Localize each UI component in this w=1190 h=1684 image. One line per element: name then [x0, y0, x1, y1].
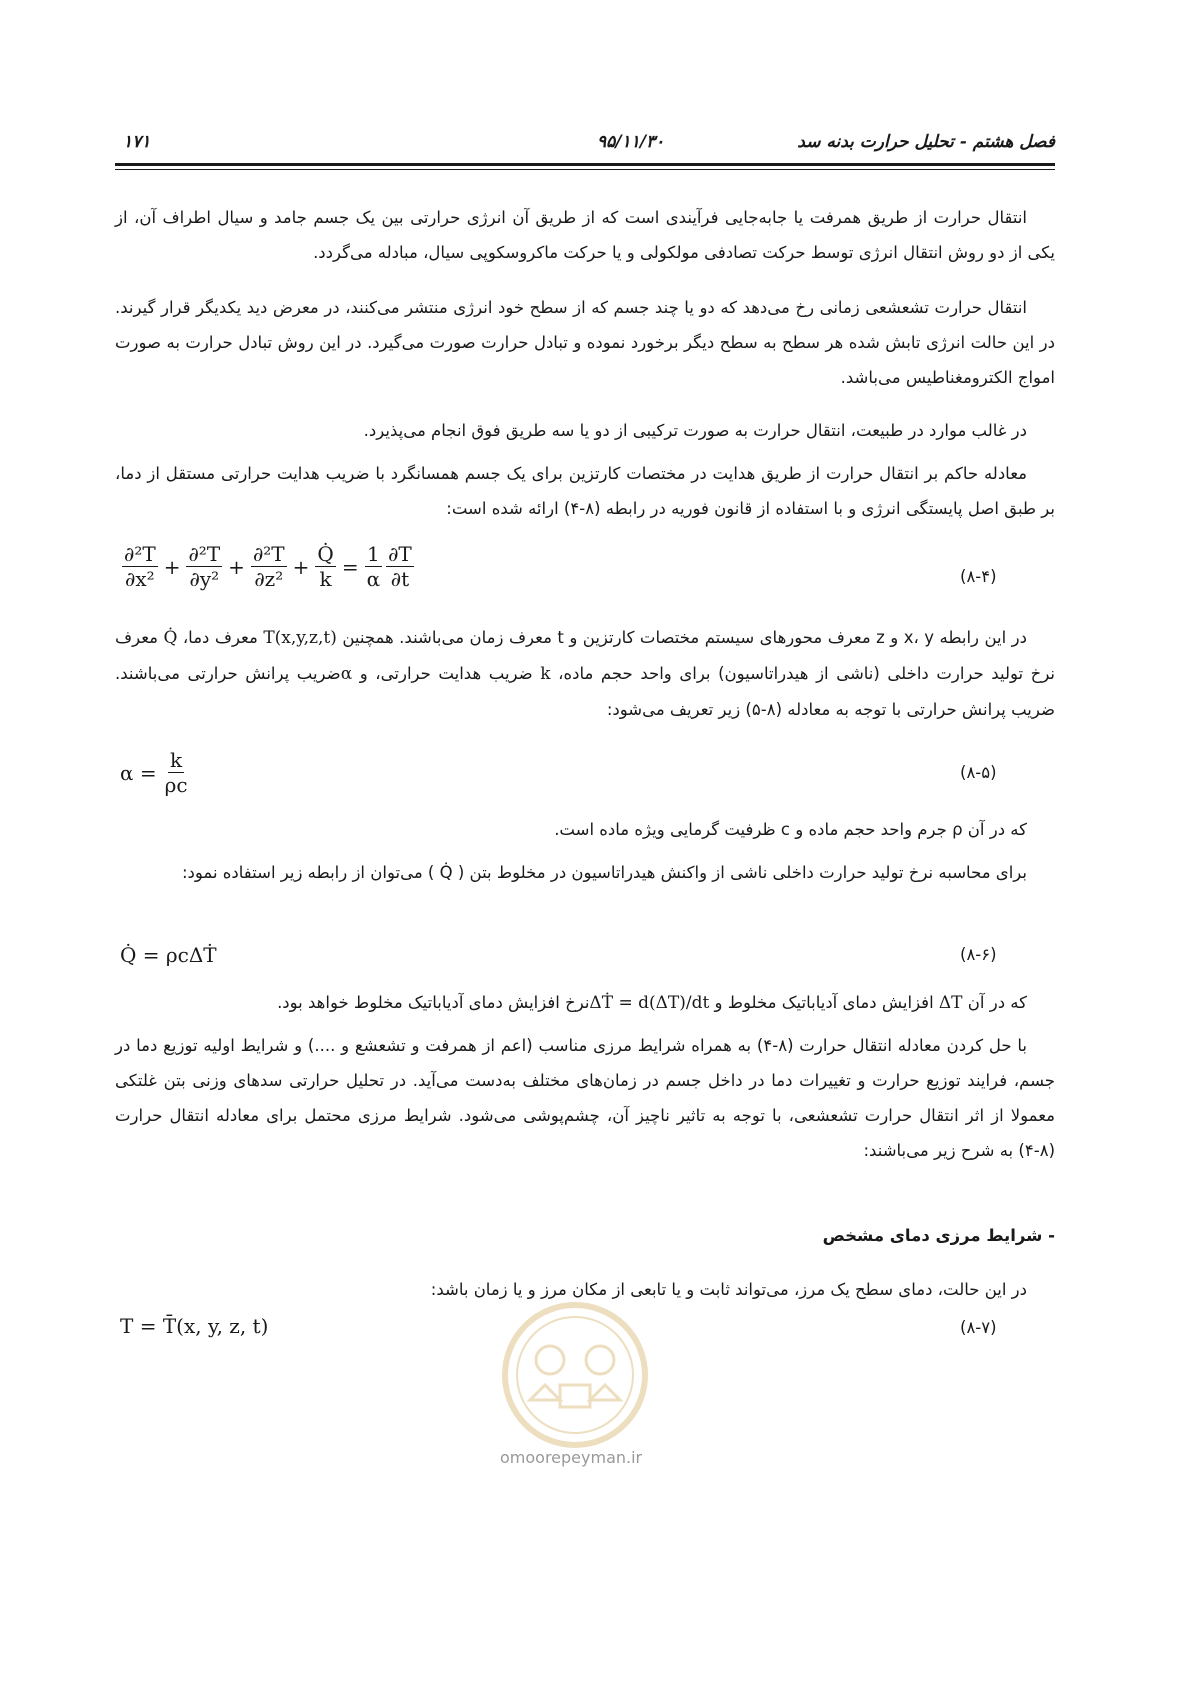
- equation-boundary-temperature: T = T̄(x, y, z, t): [120, 1314, 269, 1338]
- watermark-seal-logo: [470, 1290, 680, 1460]
- paragraph-combined: در غالب موارد در طبیعت، انتقال حرارت به صورت ترکیبی از دو یا سه طریق فوق انجام می‌پذیرد.: [363, 421, 1027, 440]
- header-rule-thick: [115, 163, 1055, 166]
- equation-diffusivity: α = $\frac{k}{\rho c}$: [120, 748, 188, 797]
- fraction-qdot-k: $\frac{Q̇}{k}$: [317, 542, 334, 591]
- watermark-url: omoorepeyman.ir: [500, 1448, 643, 1467]
- paragraph-adiabatic: که در آن ΔT افزایش دمای آدیاباتیک مخلوط و ΔṪ = d(ΔT)/dtنرخ افزایش دمای آدیاباتیک مخلوط خواهد بود.: [277, 993, 1027, 1013]
- fraction-k-rhoc: $\frac{k}{\rho c}$: [164, 748, 188, 797]
- paragraph-variables: در این رابطه x، y و z معرف محورهای سیستم مختصات کارتزین و t معرف زمان می‌باشند. همچنین T(x,y,z,t) معرف دما، Q̇ معرف نرخ تولید حرارت داخلی (ناشی از هیدراتاسیون) برای واحد حجم ماده، k ضریب هدایت حرارتی، و αضریب پرانش حرارتی می‌باشند. ضریب پرانش حرارتی با توجه به معادله (۸-۵) زیر تعریف می‌شود:: [115, 628, 1056, 719]
- fraction-dt-dt: $\frac{\partial T}{\partial t}$: [388, 542, 412, 591]
- header-date: ۹۵/۱۱/۳۰: [597, 132, 665, 152]
- fraction-d2t-dz2: $\frac{\text{∂²T}}{\text{∂z²}}$: [252, 542, 285, 591]
- equation-number-8-7: (۸-۷): [960, 1318, 997, 1337]
- equation-heat-rate: Q̇ = ρcΔṪ: [120, 943, 217, 967]
- header-rule-thin: [115, 169, 1055, 170]
- fraction-d2t-dx2: $\frac{\text{∂²T}}{\text{∂x²}}$: [124, 542, 156, 591]
- paragraph-convection: انتقال حرارت از طریق همرفت یا جابه‌جایی فرآیندی است که از طریق آن انرژی حرارتی بین یک جسم جامد و سیال اطراف آن، از یکی از دو روش انتقال انرژی توسط حرکت تصادفی مولکولی و یا حرکت ماکروسکوپی سیال، مبادله می‌گردد.: [115, 208, 1055, 262]
- equation-number-8-4: (۸-۴): [960, 567, 997, 586]
- fraction-d2t-dy2: $\frac{\text{∂²T}}{\text{∂y²}}$: [188, 542, 221, 591]
- paragraph-radiation: انتقال حرارت تشعشعی زمانی رخ می‌دهد که دو یا چند جسم که از سطح خود انرژی منتشر می‌کنند، در معرض دید یکدیگر قرار گیرند. در این حالت انرژی تابش شده هر سطح به سطح دیگر برخورد نموده و تبادل حرارت صورت می‌گیرد. در این روش تبادل حرارت به صورت امواج الکترومغناطیس می‌باشد.: [115, 298, 1055, 387]
- page-number: ۱۷۱: [123, 132, 151, 152]
- equation-number-8-5: (۸-۵): [960, 763, 997, 782]
- paragraph-rho-c: که در آن ρ جرم واحد حجم ماده و c ظرفیت گرمایی ویژه ماده است.: [554, 820, 1027, 839]
- page-header: [115, 126, 1055, 160]
- section-heading-fixed-temperature: - شرایط مرزی دمای مشخص: [822, 1226, 1055, 1245]
- chapter-title: فصل هشتم - تحلیل حرارت بدنه سد: [797, 132, 1055, 152]
- equation-heat-conduction: $\frac{\text{∂²T}}{\text{∂x²}}$ + $\frac{\text{∂²T}}{\text{∂y²}}$ + $\frac{\text{∂²T}}{\text{∂z²}}$ + $\frac{Q̇}{k}$ = $\frac{1}{\alpha}$ $\frac{\partial T}{\partial t}$: [124, 542, 412, 591]
- paragraph-fixed-temp: در این حالت، دمای سطح یک مرز، می‌تواند ثابت و یا تابعی از مکان مرز و یا زمان باشد:: [430, 1280, 1027, 1299]
- equation-number-8-6: (۸-۶): [960, 945, 997, 964]
- paragraph-boundary-intro: با حل کردن معادله انتقال حرارت (۸-۴) به همراه شرایط مرزی مناسب (اعم از همرفت و تشعشع و ....) و شرایط اولیه توزیع دما در جسم، فرایند توزیع حرارت و تغییرات دما در داخل جسم در زمان‌های مختلف به‌دست می‌آید. در تحلیل حرارتی سدهای وزنی بتن غلتکی معمولا از اثر انتقال حرارت تشعشعی، با توجه به تاثیر ناچیز آن، چشم‌پوشی می‌شود. شرایط مرزی محتمل برای معادله انتقال حرارت (۸-۴) به شرح زیر می‌باشند:: [115, 1036, 1055, 1160]
- paragraph-conduction-equation: معادله حاکم بر انتقال حرارت از طریق هدایت در مختصات کارتزین برای یک جسم همسانگرد با ضریب هدایت حرارتی مستقل از دما، بر طبق اصل پایستگی انرژی و با استفاده از قانون فوریه در رابطه (۸-۴) ارائه شده است:: [115, 464, 1055, 518]
- fraction-one-alpha: $\frac{1}{\alpha}$: [366, 542, 381, 591]
- paragraph-heat-generation: برای محاسبه نرخ تولید حرارت داخلی ناشی از واکنش هیدراتاسیون در مخلوط بتن ( Q̇ ) می‌توان از رابطه زیر استفاده نمود:: [181, 863, 1027, 882]
